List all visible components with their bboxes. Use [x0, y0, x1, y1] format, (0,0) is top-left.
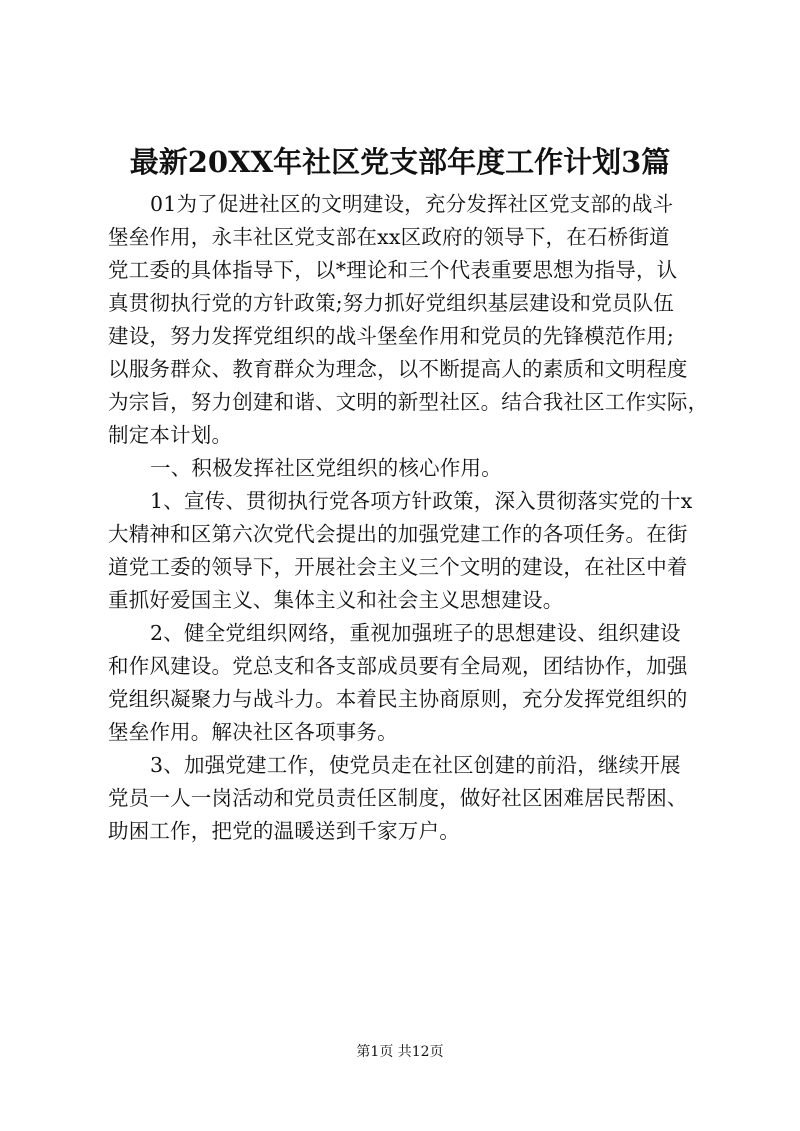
paragraph-line: 2、健全党组织网络，重视加强班子的思想建设、组织建设 [150, 621, 681, 645]
paragraph-line: 建设，努力发挥党组织的战斗堡垒作用和党员的先锋模范作用; [108, 324, 675, 348]
section-heading [108, 452, 696, 485]
paragraph-item-3 [108, 749, 696, 848]
paragraph-line: 为宗旨，努力创建和谐、文明的新型社区。结合我社区工作实际， [108, 390, 709, 414]
paragraph-line: 党组织凝聚力与战斗力。本着民主协商原则，充分发挥党组织的 [108, 687, 688, 711]
paragraph-item-2 [108, 617, 696, 749]
paragraph-line: 1、宣传、贯彻执行党各项方针政策，深入贯彻落实党的十x [150, 489, 693, 513]
document-title: 最新20XX年社区党支部年度工作计划3篇 [129, 145, 671, 179]
paragraph-line: 党员一人一岗活动和党员责任区制度，做好社区困难居民帮困、 [108, 786, 688, 810]
paragraph-line: 大精神和区第六次党代会提出的加强党建工作的各项任务。在街 [108, 522, 688, 546]
paragraph-line: 党工委的具体指导下，以*理论和三个代表重要思想为指导，认 [108, 258, 678, 282]
document-body [108, 188, 709, 848]
paragraph-line: 以服务群众、教育群众为理念，以不断提高人的素质和文明程度 [108, 357, 688, 381]
paragraph-line: 重抓好爱国主义、集体主义和社会主义思想建设。 [108, 588, 564, 612]
paragraph-line: 一、积极发挥社区党组织的核心作用。 [150, 456, 502, 480]
paragraph-intro [108, 188, 709, 452]
page-number-footer: 第1页 共12页 [356, 1044, 444, 1060]
paragraph-line: 堡垒作用。解决社区各项事务。 [108, 720, 398, 744]
paragraph-line: 01为了促进社区的文明建设，充分发挥社区党支部的战斗 [150, 192, 674, 216]
paragraph-line: 助困工作，把党的温暖送到千家万户。 [108, 819, 460, 843]
paragraph-line: 真贯彻执行党的方针政策;努力抓好党组织基层建设和党员队伍 [108, 291, 675, 315]
paragraph-line: 和作风建设。党总支和各支部成员要有全局观，团结协作，加强 [108, 654, 688, 678]
paragraph-line: 道党工委的领导下，开展社会主义三个文明的建设，在社区中着 [108, 555, 688, 579]
paragraph-line: 制定本计划。 [108, 423, 233, 447]
paragraph-line: 3、加强党建工作，使党员走在社区创建的前沿，继续开展 [150, 753, 681, 777]
paragraph-line: 堡垒作用，永丰社区党支部在xx区政府的领导下，在石桥街道 [108, 225, 670, 249]
paragraph-item-1 [108, 485, 696, 617]
